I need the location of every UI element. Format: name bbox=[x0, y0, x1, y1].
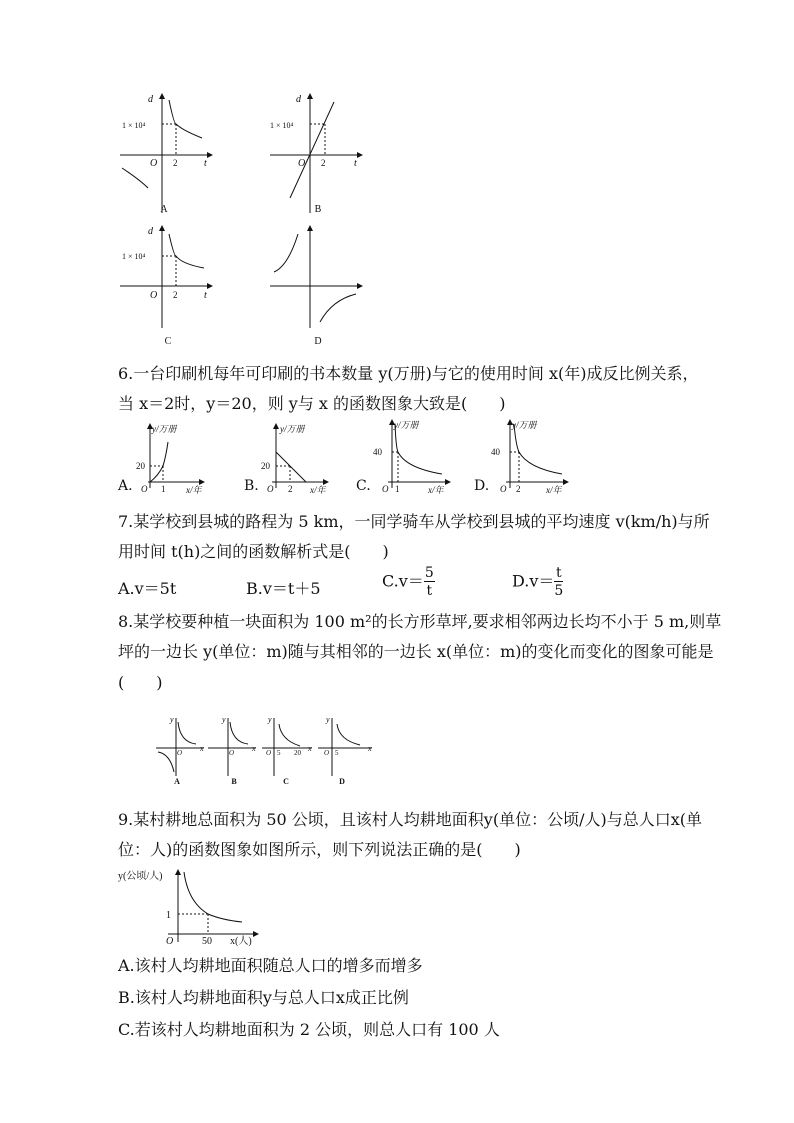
axis-y-label: y bbox=[170, 715, 174, 724]
q9-graph bbox=[118, 866, 268, 948]
graph-curve bbox=[514, 424, 562, 474]
numerator: 5 bbox=[424, 565, 434, 581]
tick-5-label: 5 bbox=[335, 749, 339, 757]
origin-label: O bbox=[324, 749, 330, 757]
origin-label: O bbox=[166, 936, 174, 947]
origin-label: O bbox=[500, 484, 507, 494]
y-axis-label: y/万册 bbox=[152, 424, 177, 434]
x-tick-label: 2 bbox=[173, 158, 178, 168]
q8-graph-d bbox=[318, 715, 372, 786]
q9-option-b: B.该村人均耕地面积y与总人口x成正比例 bbox=[118, 988, 409, 1007]
x-axis-label: x/年 bbox=[546, 485, 562, 495]
x-tick-label: 2 bbox=[516, 484, 521, 494]
curve-segment bbox=[279, 724, 300, 746]
x-axis-label: x/年 bbox=[428, 485, 444, 495]
curve-positive bbox=[230, 722, 248, 744]
q9-stem-line2: 位：人)的函数图象如图所示，则下列说法正确的是( ) bbox=[118, 840, 521, 859]
tick-20-label: 20 bbox=[294, 749, 301, 757]
y-axis-label: y/万册 bbox=[280, 424, 305, 434]
axis-y-label: y bbox=[222, 715, 226, 724]
curve-segment bbox=[337, 724, 360, 745]
y-tick-label: 1 × 10⁴ bbox=[122, 121, 146, 130]
x-axis-label: x/年 bbox=[186, 485, 202, 495]
q5-graph-b bbox=[262, 88, 372, 218]
origin-label: O bbox=[177, 749, 183, 757]
graph-label-a: A bbox=[174, 777, 180, 786]
graph-label-c: C bbox=[164, 336, 172, 347]
q8-graph-b bbox=[208, 715, 256, 786]
axis-d-label: d bbox=[148, 226, 153, 237]
x-axis-label: x/年 bbox=[310, 485, 326, 495]
origin-label: O bbox=[150, 290, 158, 301]
y-axis-label: y/万册 bbox=[394, 420, 419, 430]
y-tick-label: 40 bbox=[491, 447, 500, 457]
denominator: t bbox=[426, 583, 433, 599]
origin-label: O bbox=[298, 158, 306, 169]
q9-option-a: A.该村人均耕地面积随总人口的增多而增多 bbox=[118, 956, 423, 975]
curve-positive bbox=[178, 722, 196, 744]
q6-graph-c bbox=[370, 416, 460, 496]
q8-stem-line2: 坪的一边长 y(单位：m)随与其相邻的一边长 x(单位：m)的变化而变化的图象可能是 bbox=[118, 642, 714, 661]
q6-graph-d bbox=[488, 416, 578, 496]
q9-stem-line1: 9.某村耕地总面积为 50 公顷，且该村人均耕地面积y(单位：公顷/人)与总人口x(单 bbox=[118, 810, 702, 829]
q6-option-c-letter: C. bbox=[356, 478, 371, 494]
q6-option-b-letter: B. bbox=[244, 478, 259, 494]
axis-t-label: t bbox=[204, 158, 207, 169]
q7-option-a: A.v＝5t bbox=[118, 579, 177, 598]
curve-second-quadrant bbox=[274, 234, 298, 272]
graph-curve bbox=[150, 442, 168, 482]
axis-x-label: x bbox=[200, 744, 204, 753]
numerator: t bbox=[556, 565, 562, 581]
q5-graph-d bbox=[262, 222, 372, 348]
graph-line bbox=[276, 452, 306, 482]
graph-label-b: B bbox=[314, 204, 322, 215]
axis-x-label: x bbox=[308, 744, 312, 753]
graph-label-b: B bbox=[231, 777, 237, 786]
y-tick-label: 1 × 10⁴ bbox=[122, 252, 146, 261]
option-prefix: D.v＝ bbox=[512, 571, 555, 591]
line-direct bbox=[290, 102, 334, 198]
origin-label: O bbox=[150, 158, 158, 169]
q6-option-d-letter: D. bbox=[474, 478, 490, 494]
axis-y-label: y bbox=[268, 715, 272, 724]
q6-graph-b bbox=[258, 418, 338, 496]
fraction bbox=[424, 566, 435, 598]
graph-label-a: A bbox=[160, 204, 168, 215]
y-tick-label: 20 bbox=[261, 461, 270, 471]
axis-d-label: d bbox=[296, 94, 301, 105]
y-tick-label: 1 bbox=[166, 910, 171, 921]
curve-negative bbox=[158, 752, 174, 772]
curve-fourth-quadrant bbox=[320, 294, 356, 322]
tick-5-label: 5 bbox=[277, 749, 281, 757]
denominator: 5 bbox=[554, 583, 564, 599]
axis-y-label: y bbox=[326, 715, 330, 724]
curve-negative bbox=[122, 168, 148, 188]
graph-label-d: D bbox=[314, 336, 322, 347]
q8-graphs bbox=[150, 712, 380, 788]
curve-positive bbox=[169, 100, 202, 138]
q7-option-b: B.v＝t＋5 bbox=[246, 579, 321, 598]
q7-stem-line1: 7.某学校到县城的路程为 5 km，一同学骑车从学校到县城的平均速度 v(km/h)与所 bbox=[118, 512, 710, 531]
graph-curve bbox=[184, 872, 242, 922]
q6-graph-a bbox=[134, 418, 214, 496]
q7-option-d bbox=[512, 566, 563, 598]
q6-option-a-letter: A. bbox=[118, 478, 133, 494]
origin-label: O bbox=[141, 484, 148, 494]
q9-option-c: C.若该村人均耕地面积为 2 公顷，则总人口有 100 人 bbox=[118, 1020, 500, 1039]
axis-x-label: x bbox=[368, 744, 372, 753]
x-tick-label: 2 bbox=[321, 158, 326, 168]
q8-stem-line1: 8.某学校要种植一块面积为 100 m²的长方形草坪,要求相邻两边长均不小于 5 m,则草 bbox=[118, 612, 722, 631]
axis-d-label: d bbox=[148, 94, 153, 105]
y-tick-label: 1 × 10⁴ bbox=[270, 121, 294, 130]
origin-label: O bbox=[382, 484, 389, 494]
origin-label: O bbox=[267, 484, 274, 494]
y-tick-label: 20 bbox=[136, 461, 145, 471]
graph-curve bbox=[395, 424, 442, 474]
q6-stem-line1: 6.一台印刷机每年可印刷的书本数量 y(万册)与它的使用时间 x(年)成反比例关系， bbox=[118, 364, 699, 383]
q8-graph-c bbox=[262, 715, 312, 786]
y-tick-label: 40 bbox=[373, 447, 382, 457]
x-tick-label: 2 bbox=[288, 484, 293, 494]
q7-option-c bbox=[382, 566, 435, 598]
x-tick-label: 2 bbox=[173, 290, 178, 300]
q5-graph-c bbox=[112, 222, 222, 348]
option-prefix: C.v＝ bbox=[382, 571, 424, 591]
q8-graph-a bbox=[156, 715, 204, 786]
origin-label: O bbox=[229, 749, 235, 757]
y-axis-label: y/万册 bbox=[512, 420, 537, 430]
graph-label-c: C bbox=[283, 777, 289, 786]
x-tick-label: 1 bbox=[395, 484, 400, 494]
q6-stem-line2: 当 x＝2时，y＝20，则 y与 x 的函数图象大致是( ) bbox=[118, 394, 506, 413]
q8-stem-line3: ( ) bbox=[118, 673, 163, 692]
fraction bbox=[554, 566, 563, 598]
x-tick-label: 50 bbox=[202, 936, 212, 947]
axis-t-label: t bbox=[354, 158, 357, 169]
axis-x-label: x bbox=[252, 744, 256, 753]
x-axis-label: x(人) bbox=[230, 936, 252, 947]
graph-label-d: D bbox=[339, 777, 345, 786]
y-axis-label: y(公顷/人) bbox=[118, 871, 163, 882]
origin-label: O bbox=[266, 749, 272, 757]
q7-stem-line2: 用时间 t(h)之间的函数解析式是( ) bbox=[118, 542, 389, 561]
x-tick-label: 1 bbox=[161, 484, 166, 494]
axis-t-label: t bbox=[204, 290, 207, 301]
curve-positive bbox=[169, 234, 204, 268]
q5-graph-a bbox=[112, 88, 222, 218]
